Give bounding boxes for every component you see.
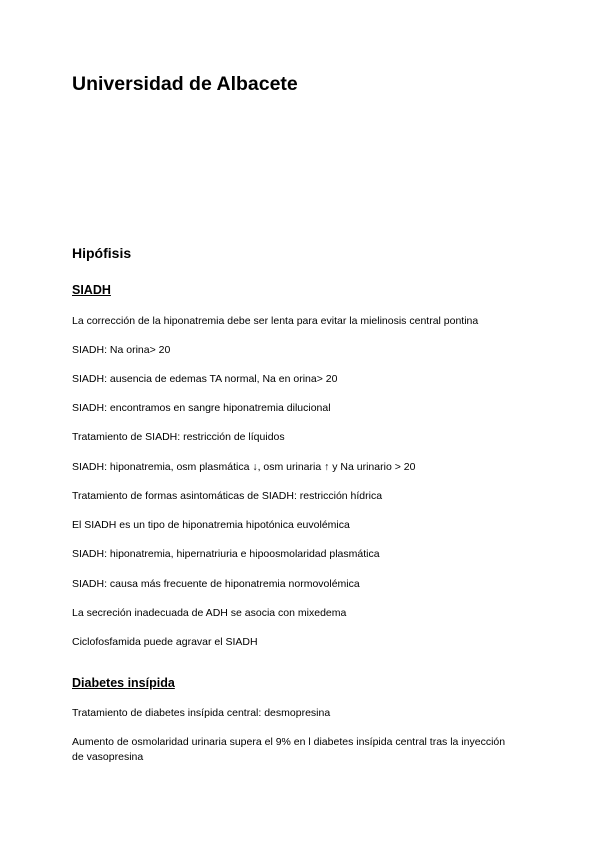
siadh-item: SIADH: encontramos en sangre hiponatremia dilucional [72,402,331,414]
siadh-item: Ciclofosfamida puede agravar el SIADH [72,636,258,648]
diabetes-item: Aumento de osmolaridad urinaria supera el 9% en l diabetes insípida central tras la inyección de vasopresina [72,736,506,763]
document-title: Universidad de Albacete [72,73,298,95]
subheading-diabetes-insipida: Diabetes insípida [72,676,175,690]
siadh-item: Tratamiento de formas asintomáticas de SIADH: restricción hídrica [72,490,383,502]
siadh-item: La corrección de la hiponatremia debe ser lenta para evitar la mielinosis central pontina [72,315,479,327]
siadh-item: SIADH: Na orina> 20 [72,344,171,356]
siadh-item: SIADH: causa más frecuente de hiponatremia normovolémica [72,578,360,590]
siadh-item: El SIADH es un tipo de hiponatremia hipotónica euvolémica [72,519,350,531]
diabetes-item: Tratamiento de diabetes insípida central: desmopresina [72,707,331,719]
siadh-item: SIADH: ausencia de edemas TA normal, Na en orina> 20 [72,373,338,385]
siadh-item: Tratamiento de SIADH: restricción de líquidos [72,431,285,443]
section-heading-hipofisis: Hipófisis [72,245,132,261]
subheading-siadh: SIADH [72,283,111,297]
siadh-item: SIADH: hiponatremia, osm plasmática ↓, osm urinaria ↑ y Na urinario > 20 [72,461,416,473]
siadh-item: SIADH: hiponatremia, hipernatriuria e hipoosmolaridad plasmática [72,548,380,560]
siadh-item: La secreción inadecuada de ADH se asocia con mixedema [72,607,347,619]
